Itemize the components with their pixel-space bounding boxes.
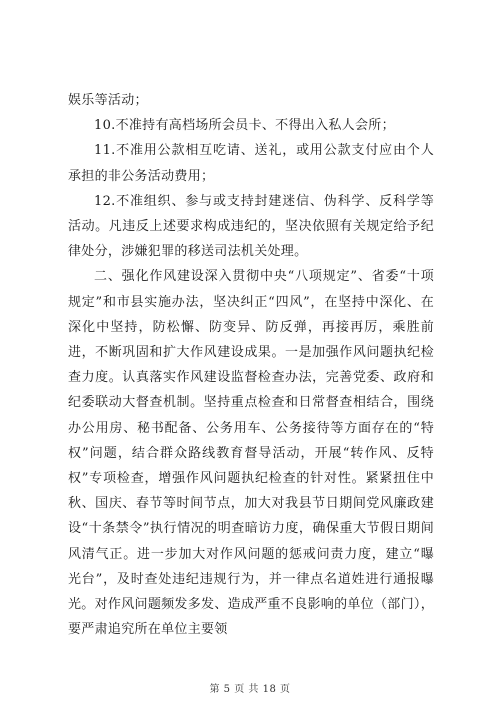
paragraph-section-two: 二、强化作风建设深入贯彻中央“八项规定”、省委“十项规定”和市县实施办法，坚决纠正“四风”，在坚持中深化、在深化中坚持，防松懈、防变异、防反弹，再接再厉，乘胜前进，不断巩固和扩大作风建设成果。一是加强作风问题执纪检查力度。认真落实作风建设监督检查办法，完善党委、政府和纪委联动大督查机制。坚持重点检查和日常督查相结合，围绕办公用房、秘书配备、公务用车、公务接待等方面存在的“特权”问题，结合群众路线教育督导活动，开展“转作风、反特权”专项检查，增强作风问题执纪检查的针对性。紧紧扭住中秋、国庆、春节等时间节点，加大对我县节日期间党风廉政建设“十条禁令”执行情况的明查暗访力度，确保重大节假日期间风清气正。进一步加大对作风问题的惩戒问责力度，建立“曝光台”，及时查处违纪违规行为，并一律点名道姓进行通报曝光。对作风问题频发多发、造成严重不良影响的单位（部门），要严肃追究所在单位主要领 <box>68 269 434 638</box>
paragraph-rule-12: 12.不准组织、参与或支持封建迷信、伪科学、反科学等活动。凡违反上述要求构成违纪的，坚决依照有关规定给予纪律处分，涉嫌犯罪的移送司法机关处理。 <box>68 193 434 260</box>
paragraph-continuation: 娱乐等活动； <box>68 93 148 108</box>
document-body <box>68 88 434 642</box>
paragraph-rule-11: 11.不准用公款相互吃请、送礼，或用公款支付应由个人承担的非公务活动费用； <box>68 143 434 184</box>
page-number-footer: 第 5 页 共 18 页 <box>209 684 291 695</box>
paragraph-rule-10: 10.不准持有高档场所会员卡、不得出入私人会所； <box>94 118 395 134</box>
